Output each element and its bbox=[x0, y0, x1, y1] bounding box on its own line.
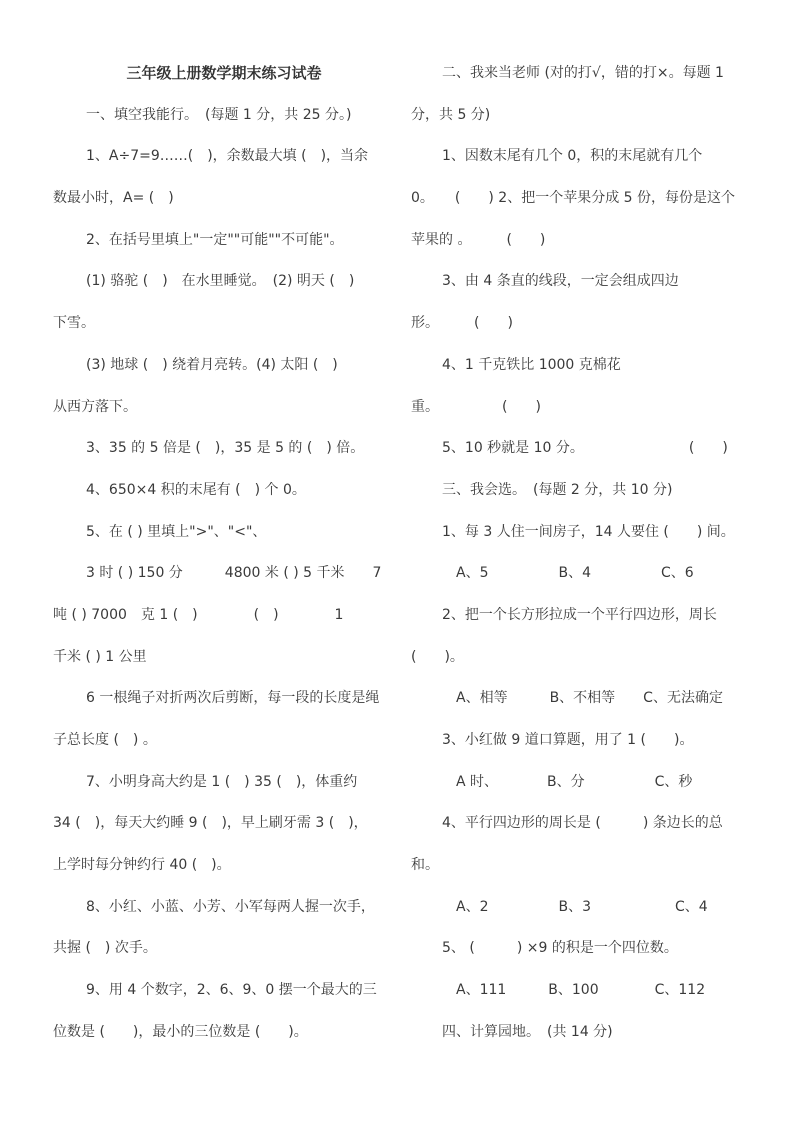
exam-text-line: 三、我会选。 (每题 2 分，共 10 分) bbox=[442, 481, 673, 498]
exam-text-line: 千米 ( ) 1 公里 bbox=[53, 648, 147, 665]
exam-text-line: 7、小明身高大约是 1 ( ) 35 ( )，体重约 bbox=[86, 773, 358, 790]
exam-text-line: 5、10 秒就是 10 分。 ( ) bbox=[442, 440, 728, 457]
exam-text-line: 1、A÷7=9……( )，余数最大填 ( )，当余 bbox=[86, 148, 369, 165]
exam-text-line: 4、平行四边形的周长是 ( ) 条边长的总 bbox=[442, 815, 723, 832]
exam-text-line: 34 ( )，每天大约睡 9 ( )，早上刷牙需 3 ( )， bbox=[53, 815, 368, 832]
exam-text-line: 8、小红、小蓝、小芳、小军每两人握一次手， bbox=[86, 898, 375, 915]
exam-text-line: 9、用 4 个数字，2、6、9、0 摆一个最大的三 bbox=[86, 982, 377, 999]
exam-text-line: 子总长度 ( ) 。 bbox=[53, 732, 157, 748]
exam-text-line: A 时、 B、分 C、秒 bbox=[442, 773, 693, 790]
exam-text-line: A、相等 B、不相等 C、无法确定 bbox=[442, 690, 723, 707]
exam-text-line: 5、 ( ) ×9 的积是一个四位数。 bbox=[442, 940, 678, 957]
exam-text-line: 四、计算园地。 (共 14 分) bbox=[442, 1023, 613, 1040]
exam-column-right bbox=[411, 53, 763, 1054]
exam-text-line: 和。 bbox=[411, 857, 439, 874]
exam-text-line: 5、在 ( ) 里填上">"、"<"、 bbox=[86, 523, 267, 540]
exam-text-line: 形。 ( ) bbox=[411, 315, 513, 332]
exam-text-line: A、5 B、4 C、6 bbox=[442, 565, 694, 582]
exam-text-line: 3、小红做 9 道口算题，用了 1 ( )。 bbox=[442, 732, 694, 748]
exam-text-line: 共握 ( ) 次手。 bbox=[53, 940, 157, 957]
exam-text-line: 2、把一个长方形拉成一个平行四边形，周长 bbox=[442, 606, 717, 623]
exam-text-line: 4、650×4 积的末尾有 ( ) 个 0。 bbox=[86, 481, 306, 498]
exam-text-line: 1、每 3 人住一间房子，14 人要住 ( ) 间。 bbox=[442, 523, 735, 540]
exam-text-line: 3、由 4 条直的线段，一定会组成四边 bbox=[442, 273, 679, 290]
exam-text-line: 2、在括号里填上"一定""可能""不可能"。 bbox=[86, 231, 344, 248]
exam-text-line: 重。 ( ) bbox=[411, 398, 541, 415]
exam-text-line: 0。 ( ) 2、把一个苹果分成 5 份，每份是这个 bbox=[411, 190, 735, 207]
exam-text-line: 6 一根绳子对折两次后剪断，每一段的长度是绳 bbox=[86, 690, 380, 707]
exam-text-line: 二、我来当老师 (对的打√，错的打×。每题 1 bbox=[442, 65, 724, 81]
exam-text-line: ( )。 bbox=[411, 648, 464, 665]
exam-text-line: 一、填空我能行。 (每题 1 分，共 25 分。) bbox=[86, 106, 352, 123]
exam-text-line: 位数是 ( )，最小的三位数是 ( )。 bbox=[53, 1023, 308, 1040]
exam-text-line: A、2 B、3 C、4 bbox=[442, 898, 708, 915]
exam-column-left bbox=[53, 53, 395, 1054]
exam-text-line: 数最小时，A= ( ) bbox=[53, 190, 174, 207]
exam-text-line: (3) 地球 ( ) 绕着月亮转。(4) 太阳 ( ) bbox=[86, 356, 338, 373]
exam-text-line: 苹果的 。 ( ) bbox=[411, 231, 546, 248]
exam-text-line: 下雪。 bbox=[53, 315, 95, 332]
exam-text-line: 4、1 千克铁比 1000 克棉花 bbox=[442, 356, 621, 373]
exam-text-line: 3、35 的 5 倍是 ( )，35 是 5 的 ( ) 倍。 bbox=[86, 440, 365, 457]
exam-text-line: (1) 骆驼 ( ) 在水里睡觉。 (2) 明天 ( ) bbox=[86, 273, 355, 290]
exam-text-line: 上学时每分钟约行 40 ( )。 bbox=[53, 857, 231, 874]
exam-title: 三年级上册数学期末练习试卷 bbox=[126, 64, 322, 82]
exam-text-line: 吨 ( ) 7000 克 1 ( ) ( ) 1 bbox=[53, 606, 344, 623]
exam-text-line: 分，共 5 分) bbox=[411, 106, 491, 123]
exam-text-line: 从西方落下。 bbox=[53, 398, 137, 415]
exam-text-line: A、111 B、100 C、112 bbox=[442, 982, 706, 999]
exam-text-line: 3 时 ( ) 150 分 4800 米 ( ) 5 千米 7 bbox=[86, 565, 382, 582]
exam-text-line: 1、因数末尾有几个 0，积的末尾就有几个 bbox=[442, 148, 703, 165]
